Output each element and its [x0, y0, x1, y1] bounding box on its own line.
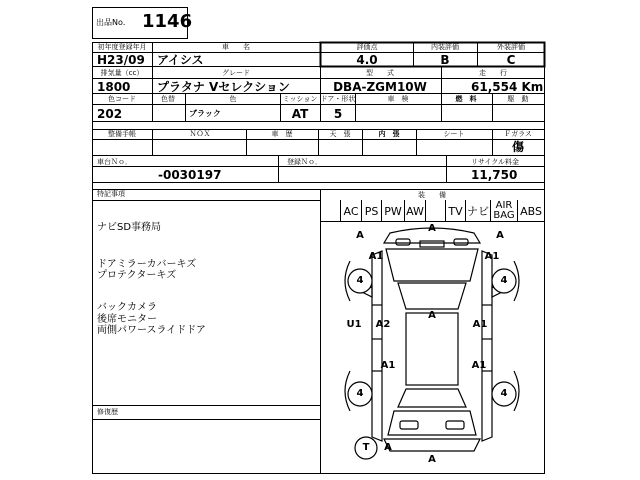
- drive-label: 駆 動: [507, 95, 529, 103]
- remark-line: プロテクターキズ: [97, 270, 177, 281]
- f-glass-label: Ｆガラス: [504, 130, 532, 138]
- f-glass-value: 傷: [511, 140, 525, 154]
- lot-label: 出品No．: [96, 18, 131, 27]
- chassis-no-label: 車台Ｎｏ．: [97, 158, 132, 166]
- color-change-label: 色替: [161, 95, 175, 103]
- remark-line: ドアミラーカバーキズ: [97, 259, 197, 270]
- remark-line: 後席モニター: [97, 314, 157, 325]
- color-value: ブラック: [189, 109, 221, 118]
- equipment-aw: AW: [406, 205, 424, 218]
- damage-top-right: A: [496, 230, 504, 241]
- interior-value: B: [440, 53, 450, 67]
- score-label: 評価点: [356, 43, 378, 51]
- exterior-value: C: [506, 53, 516, 67]
- grade-value: プラタナ Vセレクション: [157, 80, 290, 94]
- first-reg-label: 初年度登録年月: [97, 43, 147, 51]
- recycle-fee-label: リサイクル料金: [470, 158, 520, 166]
- model-value: DBA-ZGM10W: [333, 80, 427, 94]
- inspection-label: 車 検: [387, 95, 409, 103]
- damage-rear-left: A: [384, 442, 392, 453]
- fuel-label: 燃 料: [455, 95, 477, 103]
- damage-left-door-center: A2: [375, 319, 391, 330]
- transmission-value: AT: [291, 107, 309, 121]
- doors-label: ドア・形状: [320, 95, 356, 103]
- exterior-label: 外装評価: [497, 43, 525, 51]
- transmission-label: ミッション: [282, 95, 318, 103]
- score-value: 4.0: [356, 53, 378, 67]
- first-reg-value: H23/09: [97, 53, 145, 67]
- car-name-label: 車 名: [222, 43, 250, 51]
- equipment-abs: ABS: [520, 205, 542, 218]
- history-label: 車 歴: [271, 130, 293, 138]
- damage-tire-rear-right: 4: [500, 388, 508, 399]
- lot-number: 1146: [142, 11, 193, 32]
- nox-label: ＮＯＸ: [189, 130, 211, 138]
- displacement-value: 1800: [97, 80, 131, 94]
- color-code-value: 202: [97, 107, 123, 121]
- damage-front-center: A: [428, 223, 436, 234]
- equipment-navi: ナビ: [467, 205, 489, 218]
- remarks-label: 特記事項: [97, 190, 125, 198]
- damage-top-left: A: [356, 230, 364, 241]
- damage-rear-center: A: [428, 454, 436, 465]
- damage-left-rear-quarter: A1: [380, 360, 396, 371]
- damage-spare-tire: T: [362, 442, 370, 453]
- color-label: 色: [229, 95, 237, 103]
- maintenance-label: 整備手帳: [108, 130, 136, 138]
- grade-label: グレード: [222, 69, 250, 77]
- damage-tire-rear-left: 4: [356, 388, 364, 399]
- color-code-label: 色コード: [108, 95, 136, 103]
- displacement-label: 排気量（cc）: [100, 69, 144, 77]
- sunroof-label: 天 張: [329, 130, 351, 138]
- remark-line: 両側パワースライドドア: [97, 325, 206, 336]
- equipment-pw: PW: [384, 205, 402, 218]
- equipment-ps: PS: [364, 205, 379, 218]
- chassis-no-value: -0030197: [158, 168, 222, 182]
- mileage-value: 61,554 Km: [471, 80, 544, 94]
- equipment-tv: TV: [448, 205, 463, 218]
- remark-line: バックカメラ: [97, 302, 157, 313]
- reg-no-label: 登録Ｎｏ．: [287, 158, 322, 166]
- recycle-fee-value: 11,750: [471, 168, 518, 182]
- damage-tire-front-left: 4: [356, 275, 364, 286]
- doors-value: 5: [333, 107, 343, 121]
- equipment-label: 装 備: [418, 191, 446, 199]
- damage-front-left-fender: A1: [368, 251, 384, 262]
- car-name-value: アイシス: [157, 53, 204, 67]
- mileage-label: 走 行: [479, 69, 507, 77]
- equipment-ac: AC: [343, 205, 359, 218]
- car-diagram: [320, 221, 544, 473]
- interior-trim-label: 内 張: [378, 130, 400, 138]
- damage-tire-front-right: 4: [500, 275, 508, 286]
- damage-right-rear-quarter: A1: [471, 360, 487, 371]
- damage-front-right-fender: A1: [484, 251, 500, 262]
- model-label: 型 式: [366, 69, 394, 77]
- damage-left-door-front: U1: [346, 319, 362, 330]
- interior-label: 内装評価: [431, 43, 459, 51]
- seat-label: シート: [443, 130, 465, 138]
- damage-roof: A: [428, 310, 436, 321]
- equipment-airbag: AIR BAG: [493, 200, 515, 221]
- repair-label: 修復歴: [97, 408, 118, 416]
- remark-line: ナビSD事務局: [97, 222, 162, 233]
- damage-right-door: A1: [472, 319, 488, 330]
